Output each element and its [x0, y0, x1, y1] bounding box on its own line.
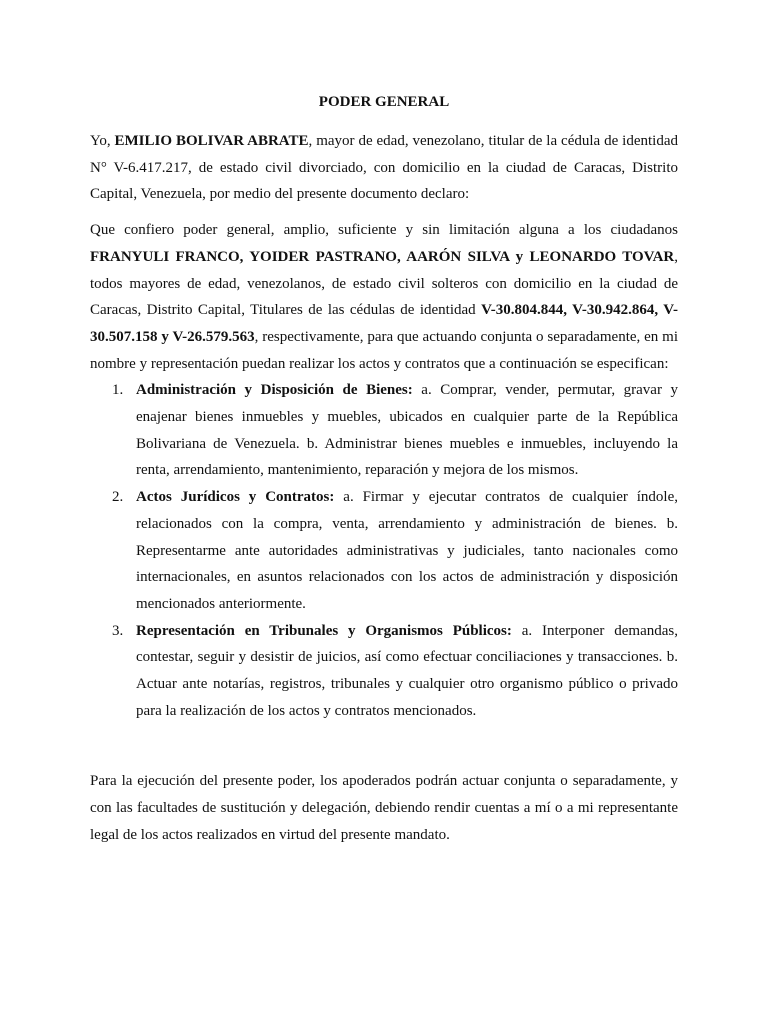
list-item-text: a. Comprar, vender, permutar, gravar y enajenar bienes inmuebles y muebles, ubicados en cualquier parte de la República Bolivariana de Venezuela. b. Administrar bienes muebles e inmuebles, incluyendo la renta, arrendamiento, mantenimiento, reparación y mejora de los mismos. [136, 382, 678, 479]
list-item-heading: Actos Jurídicos y Contratos: [136, 489, 335, 506]
powers-list [90, 377, 678, 724]
document-page [90, 92, 678, 858]
id-numbers: V-30.804.844, V-30.942.864, V-30.507.158 y V-26.579.563 [90, 302, 678, 345]
list-number: 3. [112, 622, 124, 639]
list-number: 1. [112, 382, 124, 399]
grant-text-1: Que confiero poder general, amplio, suficiente y sin limitación alguna a los ciudadanos [90, 222, 678, 239]
list-number: 2. [112, 489, 124, 506]
attorneys-names: FRANYULI FRANCO, YOIDER PASTRANO, AARÓN SILVA y LEONARDO TOVAR [90, 248, 675, 265]
list-item-heading: Administración y Disposición de Bienes: [136, 382, 413, 399]
grantor-name: EMILIO BOLIVAR ABRATE [114, 133, 309, 149]
intro-text-1: Yo, [90, 133, 115, 149]
grant-paragraph [90, 217, 678, 377]
closing-paragraph: Para la ejecución del presente poder, los apoderados podrán actuar conjunta o separadamente, y con las facultades de sustitución y delegación, debiendo rendir cuentas a mí o a mi representante legal de los actos realizados en virtud del presente mandato. [90, 773, 678, 843]
intro-text-2: , mayor de edad, venezolano, titular de la cédula de identidad N° V-6.417.217, de estado civil divorciado, con domicilio en la ciudad de Caracas, Distrito Capital, Venezuela, por medio del presente documento declaro: [90, 133, 679, 203]
document-title: PODER GENERAL [318, 94, 450, 110]
list-item-heading: Representación en Tribunales y Organismos Públicos: [136, 622, 512, 639]
list-item-text: a. Interponer demandas, contestar, seguir y desistir de juicios, así como efectuar conciliaciones y transacciones. b. Actuar ante notarías, registros, tribunales y cualquier otro organismo público o privado para la realización de los actos y contratos mencionados. [136, 622, 678, 719]
list-item [90, 484, 678, 618]
list-item [90, 618, 678, 725]
intro-paragraph [90, 128, 678, 208]
list-item-text: a. Firmar y ejecutar contratos de cualquier índole, relacionados con la compra, venta, arrendamiento y administración de bienes. b. Representarme ante autoridades administrativas y judiciales, tanto nacionales como internacionales, en asuntos relacionados con los actos de administración y disposición mencionados anteriormente. [136, 489, 678, 612]
grant-text-2: , todos mayores de edad, venezolanos, de estado civil solteros con domicilio en la ciudad de Caracas, Distrito Capital, Titulares de las cédulas de identidad [90, 248, 678, 319]
grant-text-3: , respectivamente, para que actuando conjunta o separadamente, en mi nombre y representación puedan realizar los actos y contratos que a continuación se especifican: [90, 328, 678, 372]
list-item [90, 377, 678, 484]
